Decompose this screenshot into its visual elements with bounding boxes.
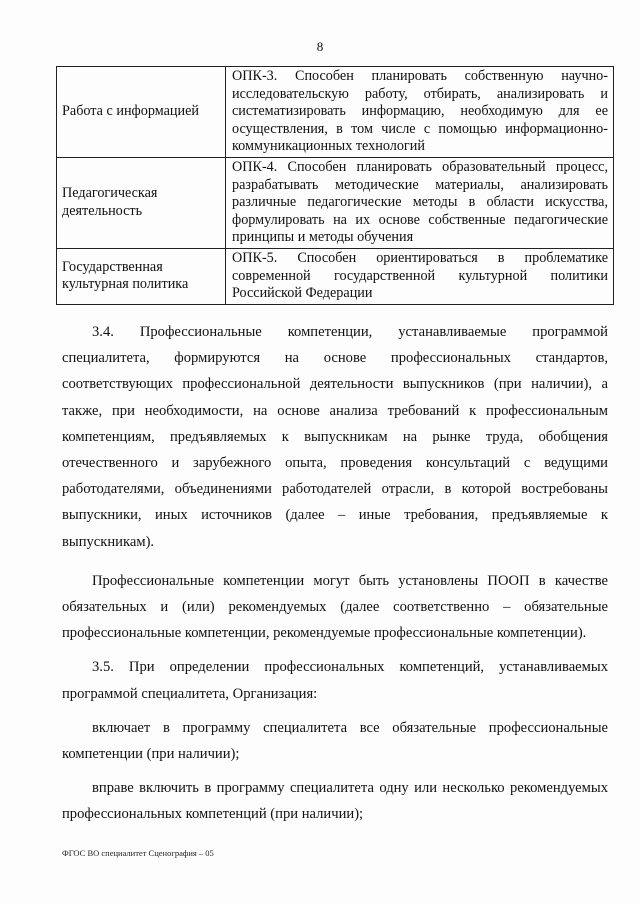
category-cell: Работа с информацией [57, 67, 226, 158]
paragraph-includes: включает в программу специалитета все обязательные профессиональные компетенции (при наличии); [62, 719, 608, 763]
competency-table [56, 66, 614, 305]
page-number: 8 [316, 39, 324, 54]
table-row [57, 248, 614, 304]
category-cell: Педагогическая деятельность [57, 157, 226, 248]
description-cell: ОПК-3. Способен планировать собственную научно-исследовательскую работу, отбирать, анализировать и систематизировать информацию, необходимую для ее осуществления, в том числе с помощью информационно-коммуникационных технологий [226, 67, 614, 158]
paragraph-may-include: вправе включить в программу специалитета одну или несколько рекомендуемых профессиональных компетенций (при наличии); [62, 780, 608, 823]
category-cell: Государственная культурная политика [57, 248, 226, 304]
table-row [57, 67, 614, 158]
table-row [57, 157, 614, 248]
paragraph-professional-competencies: Профессиональные компетенции могут быть установлены ПООП в качестве обязательных и (или) рекомендуемых (далее соответственно – обязательные профессиональные компетенции, рекомендуемые профессиональные компетенции). [62, 572, 608, 642]
footer-text: ФГОС ВО специалитет Сценография – 05 [62, 848, 214, 858]
description-cell: ОПК-4. Способен планировать образовательный процесс, разрабатывать методические материалы, анализировать различные педагогические методы в области искусства, формулировать на их основе собственные педагогические принципы и методы обучения [226, 157, 614, 248]
description-cell: ОПК-5. Способен ориентироваться в проблематике современной государственной культурной политики Российской Федерации [226, 248, 614, 304]
body-text [62, 319, 608, 828]
paragraph-3-5: 3.5. При определении профессиональных компетенций, устанавливаемых программой специалитета, Организация: [62, 659, 608, 702]
paragraph-3-4: 3.4. Профессиональные компетенции, устанавливаемые программой специалитета, формируются на основе профессиональных стандартов, соответствующих профессиональной деятельности выпускников (при наличии), а также, при необходимости, на основе анализа требований к профессиональным компетенциям, предъявляемых к выпускникам на рынке труда, обобщения отечественного и зарубежного опыта, проведения консультаций с ведущими работодателями, объединениями работодателей отрасли, в которой востребованы выпускники, иных источников (далее – иные требования, предъявляемые к выпускникам). [62, 324, 608, 550]
